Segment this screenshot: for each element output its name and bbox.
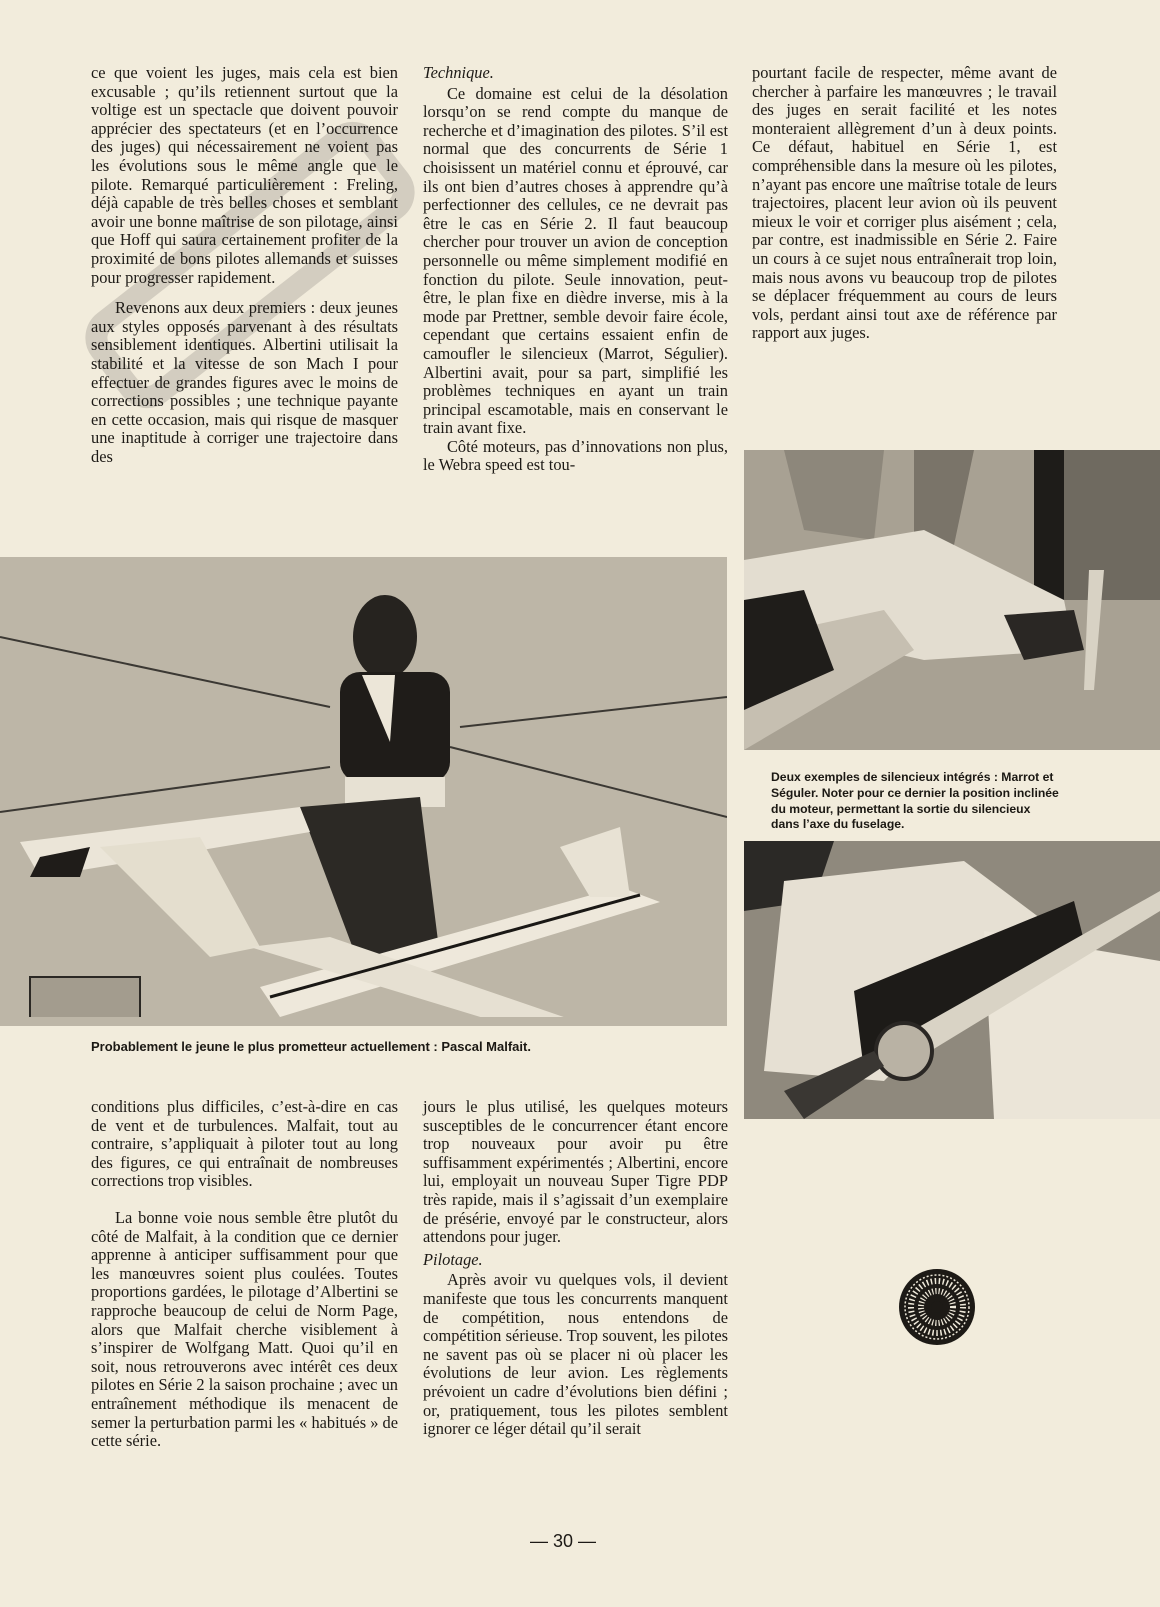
column-3-top <box>752 64 1057 343</box>
paragraph: jours le plus utilisé, les quelques moteurs susceptibles de le concurrencer étant encore trop nouveaux pour avoir pu être suffisamment expérimentés ; Albertini, encore lui, employait un nouveau Super Tigre PDP très rapide, mais il s’agissait d’un exemplaire de présérie, envoyé par le constructeur, alors attendons pour juger. <box>423 1097 728 1247</box>
photo-silencer-seguler <box>744 841 1160 1119</box>
figure-caption-main: Probablement le jeune le plus prometteur actuellement : Pascal Malfait. <box>91 1039 531 1054</box>
column-2-bottom <box>423 1098 728 1439</box>
column-1-top <box>91 64 398 466</box>
page-number: — 30 — <box>530 1531 597 1551</box>
column-1-bottom <box>91 1098 398 1451</box>
paragraph: La bonne voie nous semble être plutôt du côté de Malfait, à la condition que ce dernier apprenne à anticiper suffisamment pour que les manœuvres soient plus coulées. Toutes proportions gardées, le pilotage d’Albertini se rapproche beaucoup de celui de Norm Page, alors que Malfait cherche visiblement à s’inspirer de Wolfgang Matt. Quoi qu’il en soit, nous retrouverons avec intérêt ces deux pilotes en Série 2 la saison prochaine ; avec un entraînement méthodique ils menacent de semer la perturbation parmi les « habitués » de cette série. <box>91 1207 398 1451</box>
paragraph: Après avoir vu quelques vols, il devient manifeste que tous les concurrents manquent de compétition, nous entendons de compétition sérieuse. Trop souvent, les pilotes ne savent pas où se placer ni où placer les évolutions de leur avion. Les règlements prévoient un cadre d’évolutions bien défini ; or, pratiquement, tous les pilotes semblent ignorer ce léger détail qu’il serait <box>423 1270 728 1439</box>
column-2-top <box>423 64 728 475</box>
photo-silencer-marrot <box>744 450 1160 750</box>
paragraph: pourtant facile de respecter, même avant de chercher à parfaire les manœuvres ; le travail des juges en serait facilité et les notes monteraient allègrement d’un à deux points. Ce défaut, habituel en Série 1, est compréhensible dans la mesure où les pilotes, n’ayant pas encore une maîtrise totale de leurs trajectoires, placent leur avion où ils peuvent mieux le voir et corriger plus aisément ; cela, par contre, est inadmissible en Série 2. Faire un cours à ce sujet nous entraînerait trop loin, mais nous avons vu beaucoup trop de pilotes se déplacer fréquemment au cours de leurs vols, perdant ainsi tout axe de référence par rapport aux juges. <box>752 63 1057 343</box>
paragraph: Revenons aux deux premiers : deux jeunes aux styles opposés parvenant à des résultats sensiblement identiques. Albertini utilisait la stabilité et la vitesse de son Mach I pour effectuer de grandes figures avec le moins de corrections possibles ; une technique payante en cette occasion, mais qui risque de masquer une inaptitude à corriger une trajectoire dans des <box>91 298 398 466</box>
photo-pascal-malfait <box>0 557 727 1026</box>
paragraph: Ce domaine est celui de la désolation lorsqu’on se rend compte du manque de recherche et d’imagination des pilotes. S’il est normal que des concurrents de Série 1 choisissent un matériel connu et éprouvé, car ils ont bien d’autres choses à apprendre qu’à perfectionner des cellules, ce ne devrait pas être le cas en Série 2. Il faut beaucoup chercher pour trouver un avion de conception personnelle ou même simplement modifié en fonction du pilote. Seule innovation, peut-être, le plan fixe en dièdre inverse, mis à la mode par Prettner, semble devoir faire école, cependant que certains essaient enfin de camoufler le silencieux (Marrot, Ségulier). Albertini avait, pour sa part, simplifié les problèmes techniques en ayant un train principal escamotable, mais en conservant le train avant fixe. <box>423 83 728 438</box>
paragraph: conditions plus difficiles, c’est-à-dire en cas de vent et de turbulences. Malfait, tout au contraire, s’appliquait à piloter tout au long des figures, ce qui entraînait de nombreuses corrections trop visibles. <box>91 1097 398 1191</box>
rosette-ornament-icon <box>897 1267 977 1347</box>
section-heading-technique: Technique. <box>423 63 494 82</box>
figure-caption-silencers: Deux exemples de silencieux intégrés : Marrot et Séguler. Noter pour ce dernier la position inclinée du moteur, permettant la sortie du silencieux dans l’axe du fuselage. <box>771 770 1059 832</box>
section-heading-pilotage: Pilotage. <box>423 1249 483 1269</box>
paragraph: ce que voient les juges, mais cela est bien excusable ; qu’ils retiennent surtout que la voltige est un spectacle que doivent pouvoir apprécier des spectateurs (et en l’occurrence des juges) qui nécessairement ne voient pas les évolutions sous le même angle que le pilote. Remarqué particulièrement : Freling, déjà capable de très belles choses et semblant avoir une bonne maîtrise de son pilotage, ainsi que Hoff qui saura certainement profiter de la proximité de bons pilotes allemands et suisses pour progresser rapidement. <box>91 63 398 287</box>
paragraph: Côté moteurs, pas d’innovations non plus, le Webra speed est tou- <box>423 436 728 475</box>
